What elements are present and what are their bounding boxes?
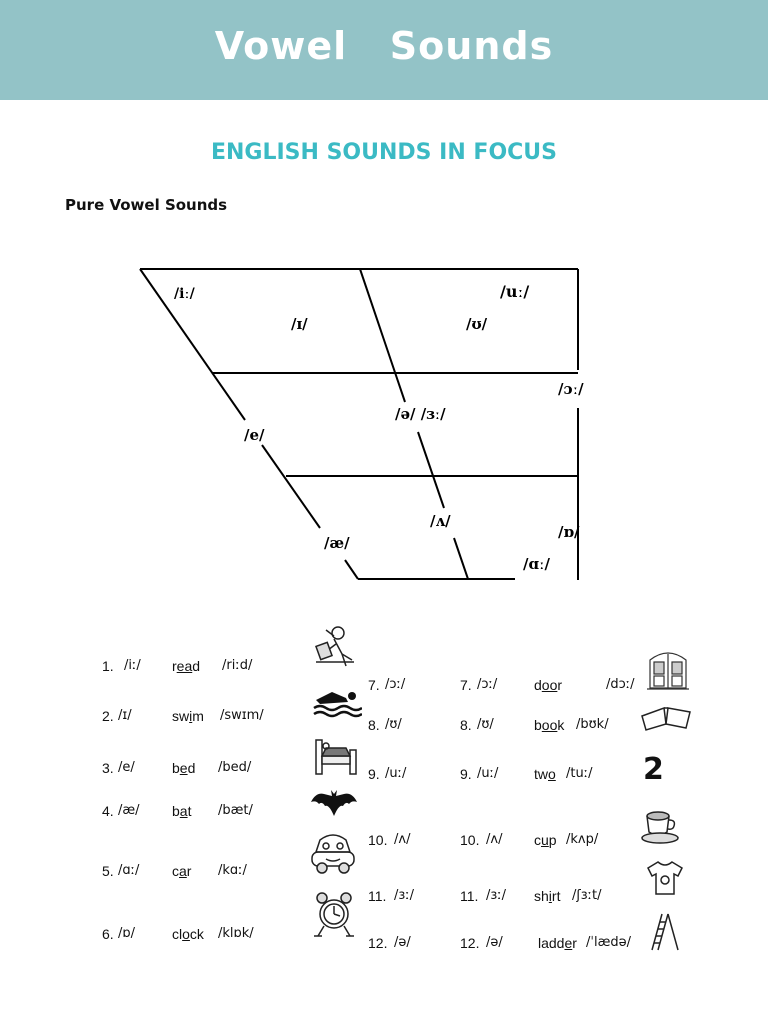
item-transcription: /dɔː/ xyxy=(606,677,635,692)
item-symbol: /uː/ xyxy=(385,766,407,781)
item-symbol: /ʌ/ xyxy=(394,832,411,847)
item-transcription: /riːd/ xyxy=(222,658,253,673)
item-number: 10. xyxy=(460,832,480,848)
item-symbol: /ʌ/ xyxy=(486,832,503,847)
ladder-icon xyxy=(646,912,682,952)
item-transcription: /bæt/ xyxy=(218,803,253,818)
item-number: 4. xyxy=(102,803,114,819)
swimmer-icon xyxy=(312,686,362,720)
chart-vowel-uh: /ʌ/ xyxy=(430,512,451,530)
item-word: two xyxy=(534,766,556,782)
item-transcription: /bʊk/ xyxy=(576,717,609,732)
chart-vowel-oo: /ɔː/ xyxy=(558,380,584,398)
item-word: bed xyxy=(172,760,196,776)
item-transcription: /ʃɜːt/ xyxy=(572,888,602,903)
item-number: 8. xyxy=(460,717,472,733)
item-symbol: /ɪ/ xyxy=(118,708,132,723)
item-number: 7. xyxy=(460,677,472,693)
item-transcription: /klɒk/ xyxy=(218,926,254,941)
cup-icon xyxy=(640,810,680,846)
chart-vowel-i: /ɪ/ xyxy=(291,315,308,333)
car-icon xyxy=(308,828,358,876)
item-transcription: /ˈlædə/ xyxy=(586,935,631,950)
item-word: car xyxy=(172,863,192,879)
item-transcription: /tuː/ xyxy=(566,766,593,781)
item-number: 12. xyxy=(460,935,480,951)
page-title: Vowel Sounds xyxy=(214,24,554,68)
chart-vowel-uu: /uː/ xyxy=(500,282,530,301)
item-number: 9. xyxy=(368,766,380,782)
bat-icon xyxy=(310,786,358,820)
item-word: shirt xyxy=(534,888,561,904)
item-word: ladder xyxy=(538,935,577,951)
item-word: book xyxy=(534,717,565,733)
shirt-icon xyxy=(644,858,686,898)
item-symbol: /iː/ xyxy=(124,658,141,673)
reading-person-icon xyxy=(312,624,358,670)
door-icon xyxy=(646,648,690,690)
item-number: 11. xyxy=(368,888,387,904)
chart-vowel-ii: /iː/ xyxy=(174,286,195,302)
item-number: 9. xyxy=(460,766,472,782)
clock-icon xyxy=(312,890,356,940)
item-transcription: /kʌp/ xyxy=(566,832,599,847)
item-transcription: /bed/ xyxy=(218,760,252,775)
item-number: 7. xyxy=(368,677,380,693)
chart-vowel-aa: /ɑː/ xyxy=(523,555,550,573)
item-symbol: /ɑː/ xyxy=(118,863,140,878)
item-symbol: /ɜː/ xyxy=(486,888,507,903)
item-number: 11. xyxy=(460,888,479,904)
chart-vowel-o: /ɒ/ xyxy=(558,523,580,541)
item-number: 12. xyxy=(368,935,388,951)
item-transcription: /kɑː/ xyxy=(218,863,247,878)
item-number: 8. xyxy=(368,717,380,733)
item-symbol: /ʊ/ xyxy=(385,717,402,732)
section-title: Pure Vowel Sounds xyxy=(65,196,228,214)
item-number: 1. xyxy=(102,658,114,674)
bed-icon xyxy=(312,736,360,778)
chart-center-line-a xyxy=(360,269,405,402)
item-symbol: /ɔː/ xyxy=(477,677,498,692)
item-transcription: /swɪm/ xyxy=(220,708,264,723)
item-number: 2. xyxy=(102,708,114,724)
chart-vowel-u: /ʊ/ xyxy=(466,315,488,333)
item-word: door xyxy=(534,677,563,693)
item-word: clock xyxy=(172,926,204,942)
item-word: swim xyxy=(172,708,204,724)
item-symbol: /e/ xyxy=(118,760,135,775)
item-word: bat xyxy=(172,803,192,819)
item-word: cup xyxy=(534,832,557,848)
item-number: 6. xyxy=(102,926,114,942)
chart-left-line-b xyxy=(262,445,320,528)
item-symbol: /ʊ/ xyxy=(477,717,494,732)
item-symbol: /ə/ xyxy=(394,935,411,950)
item-number: 5. xyxy=(102,863,114,879)
item-word: read xyxy=(172,658,201,674)
number-two: 2 xyxy=(643,752,664,787)
chart-left-line-c xyxy=(345,560,358,579)
chart-center-line-b xyxy=(418,432,444,508)
page-subtitle: ENGLISH SOUNDS IN FOCUS xyxy=(210,140,558,165)
chart-center-line-c xyxy=(454,538,468,579)
item-symbol: /ɔː/ xyxy=(385,677,406,692)
chart-vowel-schwa-er: /ə/ /ɜː/ xyxy=(395,405,446,423)
item-number: 3. xyxy=(102,760,114,776)
item-symbol: /uː/ xyxy=(477,766,499,781)
item-symbol: /ɜː/ xyxy=(394,888,415,903)
item-symbol: /ə/ xyxy=(486,935,503,950)
chart-vowel-e: /e/ xyxy=(244,426,265,444)
item-number: 10. xyxy=(368,832,388,848)
item-symbol: /æ/ xyxy=(118,803,140,818)
chart-vowel-ae: /æ/ xyxy=(324,534,350,552)
book-icon xyxy=(640,702,692,732)
item-symbol: /ɒ/ xyxy=(118,926,136,941)
